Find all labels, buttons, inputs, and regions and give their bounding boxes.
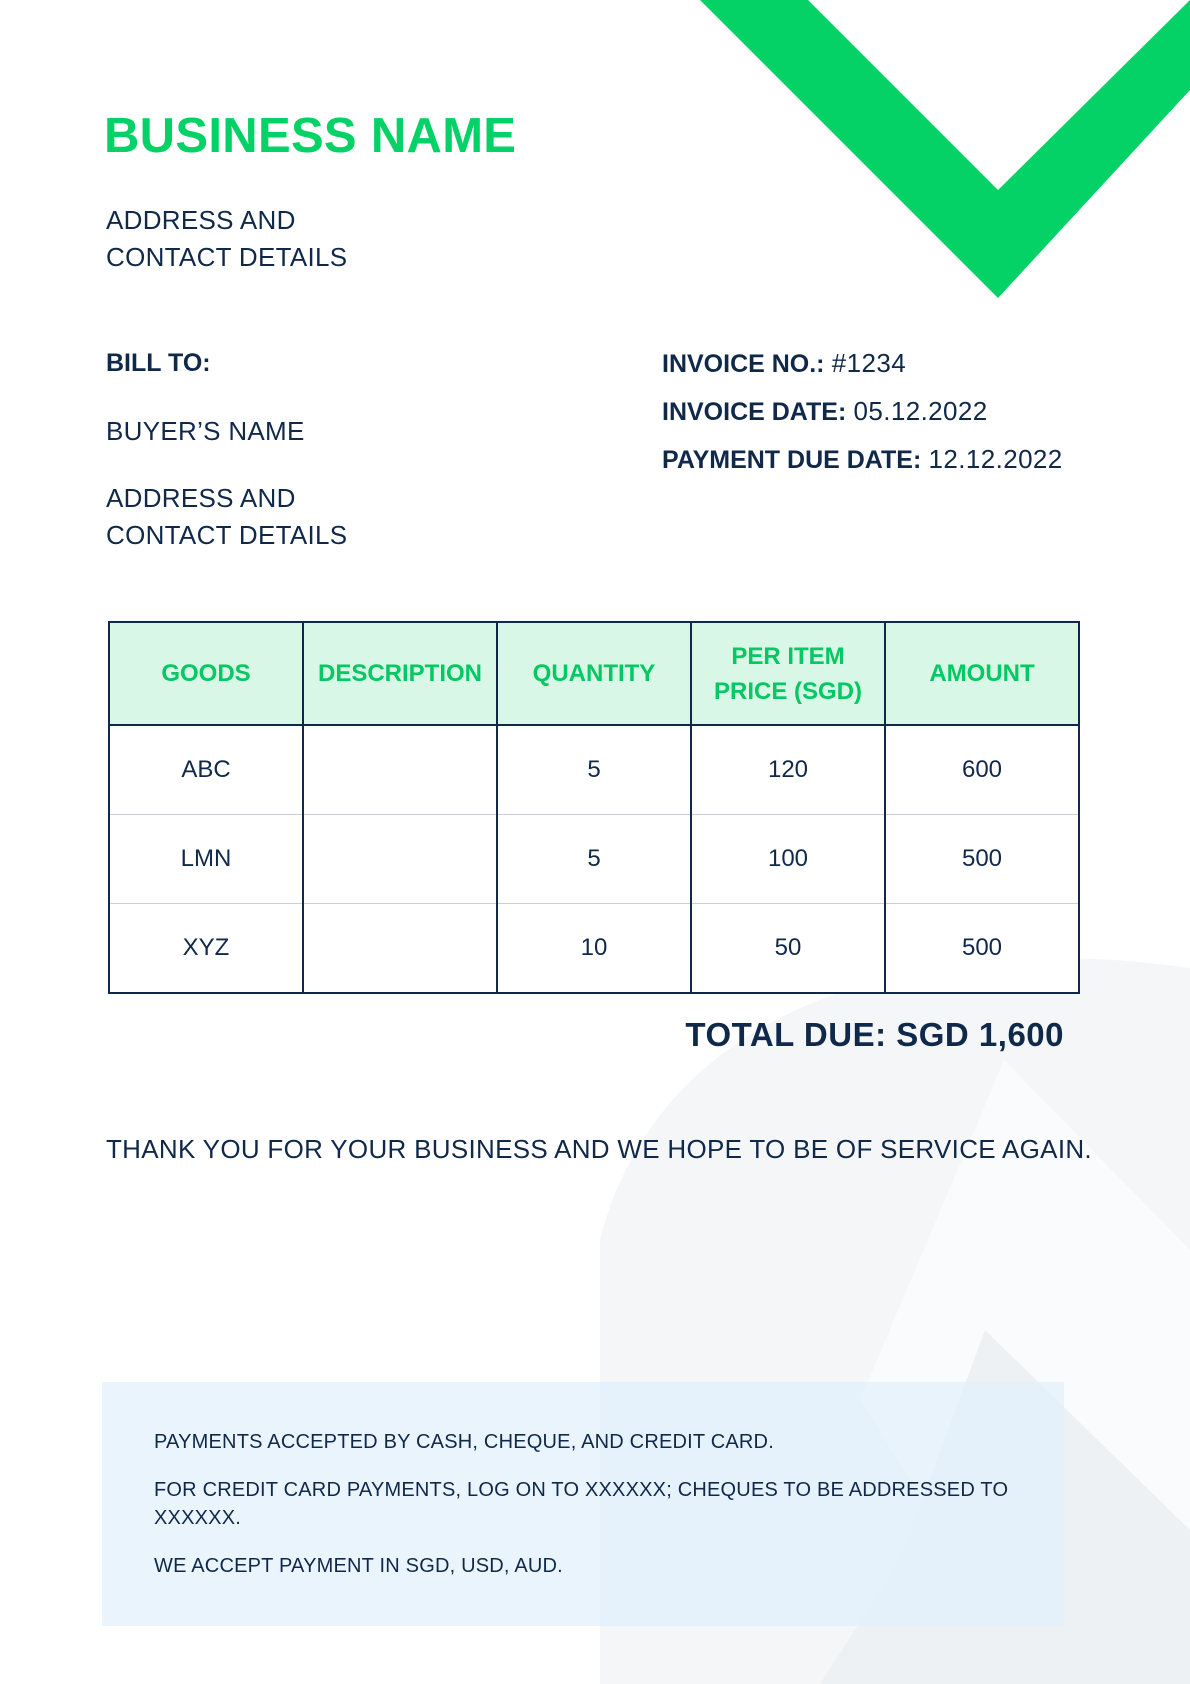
payment-due-label: PAYMENT DUE DATE: [662, 446, 922, 474]
payment-note: FOR CREDIT CARD PAYMENTS, LOG ON TO XXXXXX; CHEQUES TO BE ADDRESSED TO XXXXXX. [154, 1479, 1009, 1529]
invoice-date: 05.12.2022 [853, 396, 988, 426]
payment-due-date: 12.12.2022 [928, 444, 1063, 474]
header-price-line: PER ITEM [731, 642, 845, 670]
buyer-address-line: CONTACT DETAILS [106, 520, 348, 550]
invoice-number-label: INVOICE NO.: [662, 350, 825, 378]
table-row [109, 904, 1079, 994]
payment-note: PAYMENTS ACCEPTED BY CASH, CHEQUE, AND CREDIT CARD. [154, 1431, 774, 1453]
cell-price: 50 [691, 904, 885, 994]
header-amount: AMOUNT [885, 622, 1079, 725]
goods-table [108, 621, 1080, 994]
cell-price: 100 [691, 815, 885, 904]
business-address [106, 202, 347, 276]
total-due: TOTAL DUE: SGD 1,600 [685, 1016, 1064, 1053]
cell-goods: LMN [109, 815, 303, 904]
business-address-line: CONTACT DETAILS [106, 242, 348, 272]
header-price [691, 622, 885, 725]
cell-price: 120 [691, 725, 885, 815]
buyer-address-line: ADDRESS AND [106, 483, 296, 513]
cell-description [303, 725, 497, 815]
invoice-number-row [662, 348, 1063, 396]
cell-quantity: 10 [497, 904, 691, 994]
table-row [109, 815, 1079, 904]
cell-goods: XYZ [109, 904, 303, 994]
business-name: BUSINESS NAME [104, 109, 517, 163]
business-address-line: ADDRESS AND [106, 205, 296, 235]
cell-quantity: 5 [497, 815, 691, 904]
buyer-name: BUYER’S NAME [106, 416, 305, 446]
cell-amount: 500 [885, 904, 1079, 994]
invoice-number: #1234 [831, 348, 907, 378]
cell-description [303, 904, 497, 994]
header-quantity: QUANTITY [497, 622, 691, 725]
table-row [109, 725, 1079, 815]
table-header-row [109, 622, 1079, 725]
payment-due-row [662, 444, 1063, 492]
thank-you-message: THANK YOU FOR YOUR BUSINESS AND WE HOPE TO BE OF SERVICE AGAIN. [106, 1134, 1092, 1164]
invoice-meta [662, 348, 1063, 492]
buyer-address [106, 480, 347, 554]
invoice-date-row [662, 396, 1063, 444]
payment-note: WE ACCEPT PAYMENT IN SGD, USD, AUD. [154, 1555, 563, 1577]
cell-amount: 600 [885, 725, 1079, 815]
header-price-line: PRICE (SGD) [713, 677, 862, 705]
cell-goods: ABC [109, 725, 303, 815]
cell-amount: 500 [885, 815, 1079, 904]
header-description: DESCRIPTION [303, 622, 497, 725]
cell-description [303, 815, 497, 904]
invoice-date-label: INVOICE DATE: [662, 398, 847, 426]
cell-quantity: 5 [497, 725, 691, 815]
bill-to-label: BILL TO: [106, 349, 211, 377]
payment-terms-box [102, 1382, 1064, 1626]
header-goods: GOODS [109, 622, 303, 725]
